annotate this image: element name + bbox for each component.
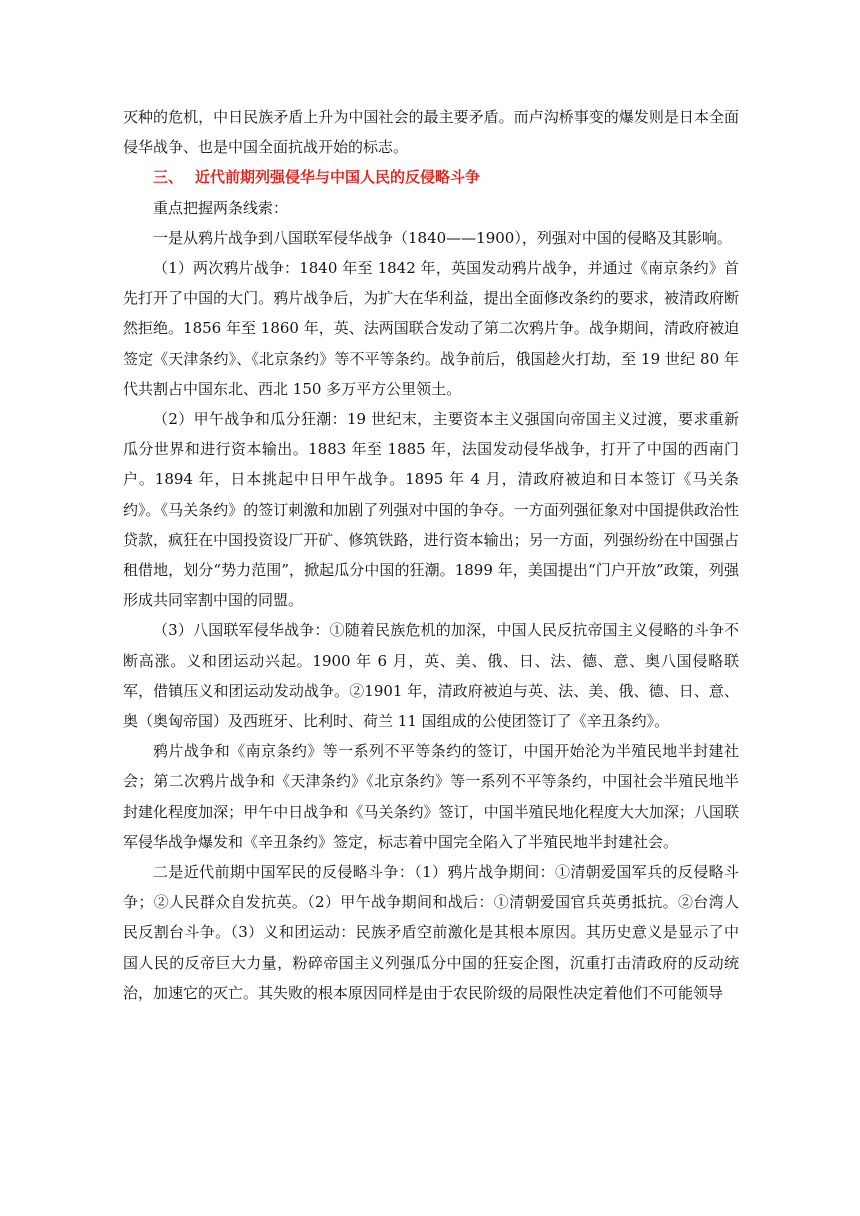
section-heading-number: 三、: [153, 168, 184, 187]
document-page: [123, 102, 739, 1008]
paragraph-continuation: 灭种的危机，中日民族矛盾上升为中国社会的最主要矛盾。而卢沟桥事变的爆发则是日本全面侵华战争、也是中国全面抗战开始的标志。: [123, 108, 739, 157]
section-heading: [123, 162, 739, 192]
paragraph-item-3: （3）八国联军侵华战争：①随着民族危机的加深，中国人民反抗帝国主义侵略的斗争不断高涨。义和团运动兴起。1900 年 6 月，英、美、俄、日、法、德、意、奥八国侵略联军，借镇压义和团运动发动战争。②1901 年，清政府被迫与英、法、美、俄、德、日、意、奥（奥匈帝国）及西班牙、比利时、荷兰 11 国组成的公使团签订了《辛丑条约》。: [123, 621, 739, 731]
paragraph-line-two: 二是近代前期中国军民的反侵略斗争：（1）鸦片战争期间：①清朝爱国军兵的反侵略斗争；②人民群众自发抗英。（2）甲午战争期间和战后：①清朝爱国官兵英勇抵抗。②台湾人民反割台斗争。（3）义和团运动：民族矛盾空前激化是其根本原因。其历史意义是显示了中国人民的反帝巨大力量，粉碎帝国主义列强瓜分中国的狂妄企图，沉重打击清政府的反动统治，加速它的灭亡。其失败的根本原因同样是由于农民阶级的局限性决定着他们不可能领导: [123, 863, 739, 1002]
section-heading-title: 近代前期列强侵华与中国人民的反侵略斗争: [195, 168, 481, 187]
paragraph-line-one: 一是从鸦片战争到八国联军侵华战争（1840——1900），列强对中国的侵略及其影响。: [153, 228, 732, 247]
paragraph-key-lines: 重点把握两条线索：: [153, 198, 289, 217]
paragraph-summary: 鸦片战争和《南京条约》等一系列不平等条约的签订，中国开始沦为半殖民地半封建社会；第二次鸦片战争和《天津条约》《北京条约》等一系列不平等条约，中国社会半殖民地半封建化程度加深；甲午中日战争和《马关条约》签订，中国半殖民地化程度大大加深；八国联军侵华战争爆发和《辛丑条约》签定，标志着中国完全陷入了半殖民地半封建社会。: [123, 742, 739, 851]
paragraph-item-1: （1）两次鸦片战争：1840 年至 1842 年，英国发动鸦片战争，并通过《南京条约》首先打开了中国的大门。鸦片战争后，为扩大在华利益，提出全面修改条约的要求，被清政府断然拒绝。1856 年至 1860 年，英、法两国联合发动了第二次鸦片争。战争期间，清政府被迫签定《天津条约》、《北京条约》等不平等条约。战争前后，俄国趁火打劫，至 19 世纪 80 年代共割占中国东北、西北 150 多万平方公里领土。: [123, 259, 739, 398]
paragraph-item-2: （2）甲午战争和瓜分狂潮：19 世纪末，主要资本主义强国向帝国主义过渡，要求重新瓜分世界和进行资本输出。1883 年至 1885 年，法国发动侵华战争，打开了中国的西南门户。1894 年，日本挑起中日甲午战争。1895 年 4 月，清政府被迫和日本签订《马关条约》。《马关条约》的签订刺激和加剧了列强对中国的争夺。一方面列强征象对中国提供政治性贷款，疯狂在中国投资设厂开矿、修筑铁路，进行资本输出；另一方面，列强纷纷在中国强占租借地，划分“势力范围”，掀起瓜分中国的狂潮。1899 年，美国提出“门户开放”政策，列强形成共同宰割中国的同盟。: [123, 410, 739, 610]
